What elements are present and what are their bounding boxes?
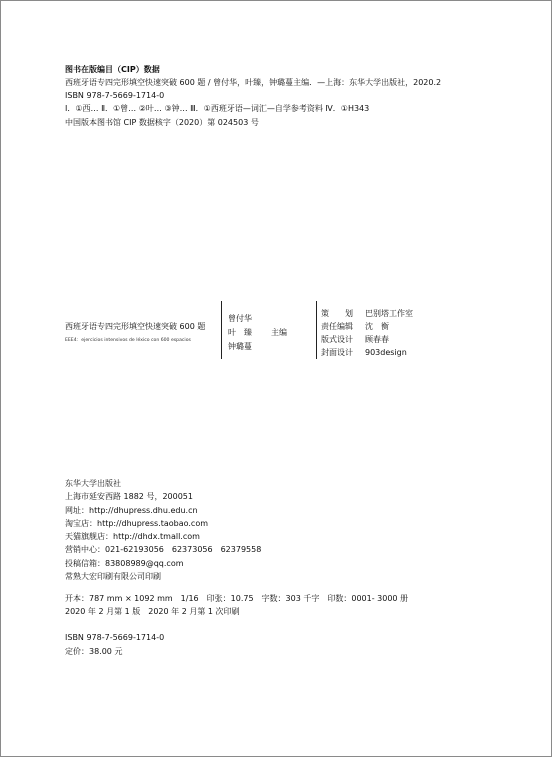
credit-name: 顾春春: [365, 335, 389, 344]
credit-row: [321, 333, 413, 346]
credit-role: 责任编辑: [321, 322, 353, 331]
author-name: 曾付华: [228, 314, 252, 323]
cip-line-isbn: ISBN 978-7-5669-1714-0: [65, 91, 165, 100]
publisher-taobao: 淘宝店：http://dhupress.taobao.com: [65, 518, 209, 528]
cip-line-catalog-number: 中国版本图书馆 CIP 数据核字（2020）第 024503 号: [65, 118, 259, 127]
credit-name: 巴别塔工作室: [365, 309, 413, 318]
editor-role-label: 主编: [271, 328, 287, 337]
book-subtitle: EEE4：ejercicios intensivos de léxico con 600 espacios: [65, 338, 191, 343]
publisher-name: 东华大学出版社: [65, 479, 121, 488]
author-name: 钟璐蔓: [228, 342, 252, 351]
divider-left: [221, 301, 222, 359]
cip-line-subjects: Ⅰ．①西… Ⅱ．①曾… ②叶… ③钟… Ⅲ．①西班牙语—词汇—自学参考资料 Ⅳ．①H343: [65, 104, 370, 113]
credit-row: [321, 307, 413, 320]
publisher-website: 网址：http://dhupress.dhu.edu.cn: [65, 505, 198, 515]
publisher-address: 上海市延安西路 1882 号，200051: [65, 492, 193, 502]
isbn: ISBN 978-7-5669-1714-0: [65, 633, 165, 642]
divider-right: [316, 301, 317, 359]
credit-row: [321, 346, 413, 359]
printer: 常熟大宏印刷有限公司印刷: [65, 572, 161, 582]
edition-info: 2020 年 2 月第 1 版 2020 年 2 月第 1 次印刷: [65, 607, 240, 616]
author-name: 叶 臻: [228, 328, 252, 337]
publisher-email: 投稿信箱：83808989@qq.com: [65, 558, 184, 568]
credit-name: 903design: [365, 348, 407, 357]
credit-role: 封面设计: [321, 348, 353, 357]
credit-role: 版式设计: [321, 335, 353, 344]
price: 定价：38.00 元: [65, 647, 123, 656]
publisher-marketing: 营销中心：021-62193056 62373056 62379558: [65, 545, 262, 555]
publisher-block: [65, 477, 261, 583]
publisher-tmall: 天猫旗舰店：http://dhdx.tmall.com: [65, 532, 200, 542]
cip-title: 图书在版编目（CIP）数据: [65, 65, 160, 74]
credits-block: [321, 307, 413, 359]
credit-name: 沈 衡: [365, 322, 389, 331]
cip-line-bibliographic: 西班牙语专四完形填空快速突破 600 题 / 曾付华，叶臻，钟璐蔓主编．—上海：东华大学出版社，2020.2: [65, 78, 442, 87]
format-specs: 开本：787 mm × 1092 mm 1/16 印张：10.75 字数：303 千字 印数：0001- 3000 册: [65, 594, 409, 603]
credit-row: [321, 320, 413, 333]
credit-role: 策 划: [321, 309, 353, 318]
book-title: 西班牙语专四完形填空快速突破 600 题: [65, 322, 206, 331]
